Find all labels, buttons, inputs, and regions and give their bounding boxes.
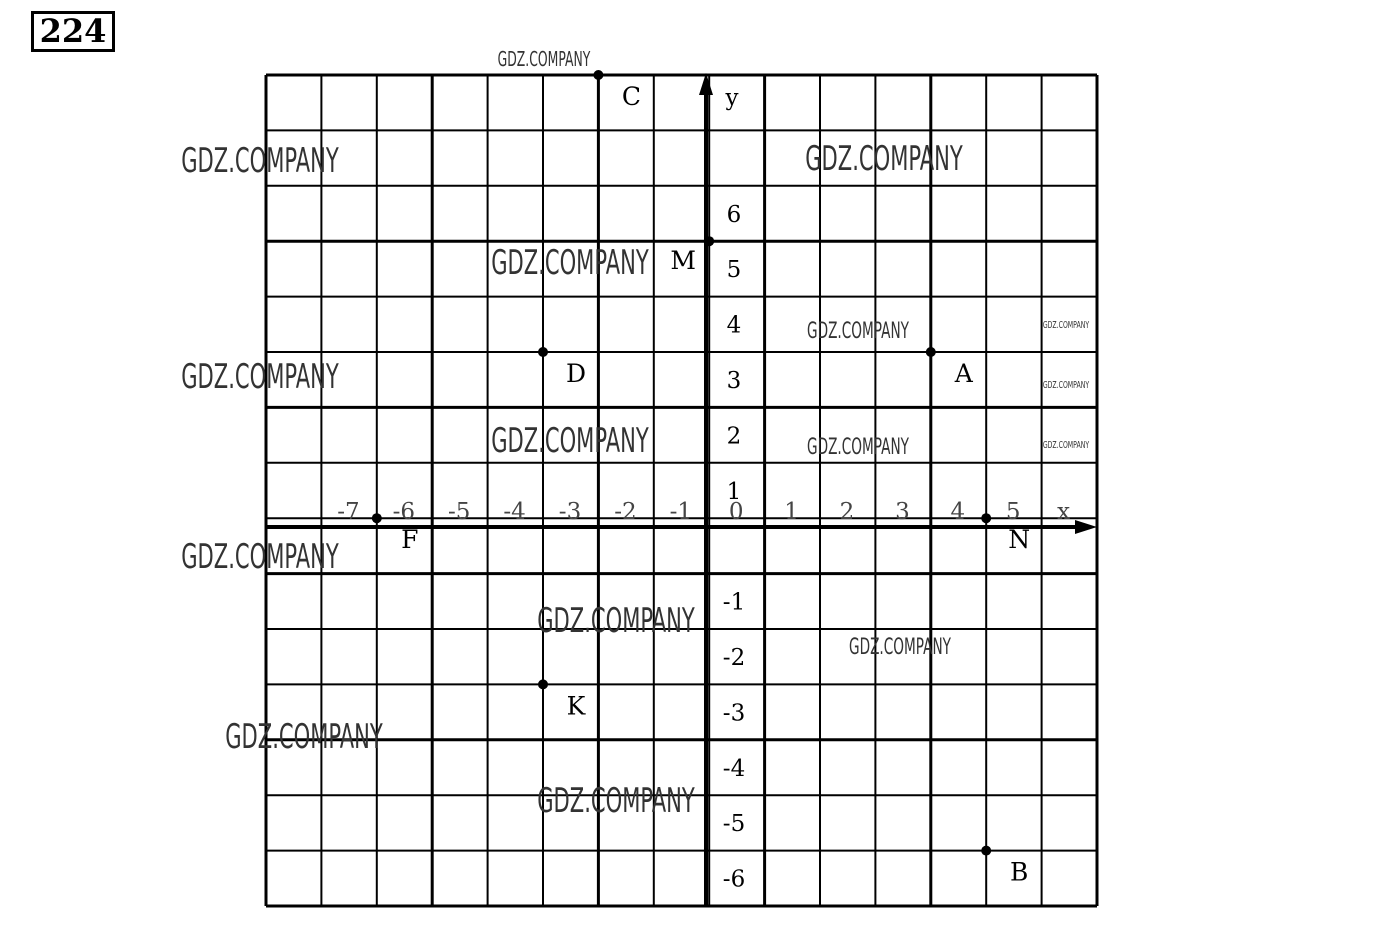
x-axis-label: x (1057, 499, 1071, 525)
point-label-a: A (954, 359, 973, 388)
x-tick-label: 4 (950, 499, 966, 525)
x-tick-label: 1 (784, 499, 799, 525)
x-tick-label: 2 (839, 499, 855, 525)
x-tick-label: -7 (337, 499, 360, 525)
y-tick-label: -5 (722, 811, 746, 838)
x-tick-label: -5 (447, 499, 471, 525)
watermark-text: GDZ.COMPANY (181, 356, 339, 397)
x-tick-label: 3 (895, 499, 910, 525)
y-tick-label: -6 (722, 866, 746, 893)
y-tick-label: -4 (722, 755, 746, 782)
point-f (372, 513, 382, 523)
watermarks (181, 48, 1090, 820)
point-label-n: N (1008, 525, 1031, 555)
point-label-m: M (670, 246, 697, 276)
problem-number: 224 (31, 11, 115, 52)
point-label-b: B (1010, 857, 1029, 887)
watermark-text: GDZ.COMPANY (537, 600, 695, 641)
point-m (704, 236, 714, 246)
watermark-text: GDZ.COMPANY (181, 140, 339, 181)
watermark-text: GDZ.COMPANY (807, 318, 909, 345)
point-k (538, 679, 548, 689)
watermark-text: GDZ.COMPANY (1042, 318, 1090, 331)
y-tick-label: 6 (726, 201, 742, 228)
x-tick-label: -1 (669, 499, 693, 525)
tick-labels (337, 85, 1070, 893)
y-axis-label: y (725, 85, 739, 111)
y-tick-label: 1 (726, 478, 742, 505)
watermark-text: GDZ.COMPANY (225, 716, 383, 757)
watermark-text: GDZ.COMPANY (181, 536, 339, 577)
watermark-text: GDZ.COMPANY (491, 420, 649, 461)
point-label-f: F (401, 525, 419, 555)
watermark-text: GDZ.COMPANY (1042, 378, 1090, 391)
y-tick-label: 5 (726, 257, 742, 284)
point-label-d: D (565, 359, 587, 388)
y-tick-label: 3 (726, 368, 742, 394)
watermark-text: GDZ.COMPANY (805, 138, 963, 179)
watermark-text: GDZ.COMPANY (537, 780, 695, 821)
point-n (981, 513, 991, 523)
watermark-text: GDZ.COMPANY (849, 634, 951, 661)
y-tick-label: 4 (726, 312, 742, 339)
x-tick-label: -3 (558, 499, 582, 525)
watermark-text: GDZ.COMPANY (807, 434, 909, 461)
x-axis-arrow (1075, 520, 1097, 534)
x-tick-label: -6 (392, 499, 416, 525)
point-b (981, 846, 991, 856)
x-tick-label: 0 (728, 499, 744, 525)
watermark-text: GDZ.COMPANY (491, 242, 649, 283)
x-tick-label: -2 (614, 499, 637, 525)
y-tick-label: 2 (726, 423, 742, 450)
y-tick-label: -1 (722, 589, 746, 616)
x-tick-label: -4 (503, 499, 526, 525)
point-label-k: K (566, 691, 586, 721)
point-label-c: C (621, 82, 641, 111)
point-d (538, 347, 548, 357)
y-tick-label: -3 (722, 700, 746, 727)
watermark-text: GDZ.COMPANY (1042, 438, 1090, 451)
watermark-text: GDZ.COMPANY (497, 47, 591, 71)
point-a (926, 347, 936, 357)
y-tick-label: -2 (722, 645, 746, 671)
point-c (593, 70, 603, 80)
x-tick-label: 5 (1005, 499, 1021, 525)
